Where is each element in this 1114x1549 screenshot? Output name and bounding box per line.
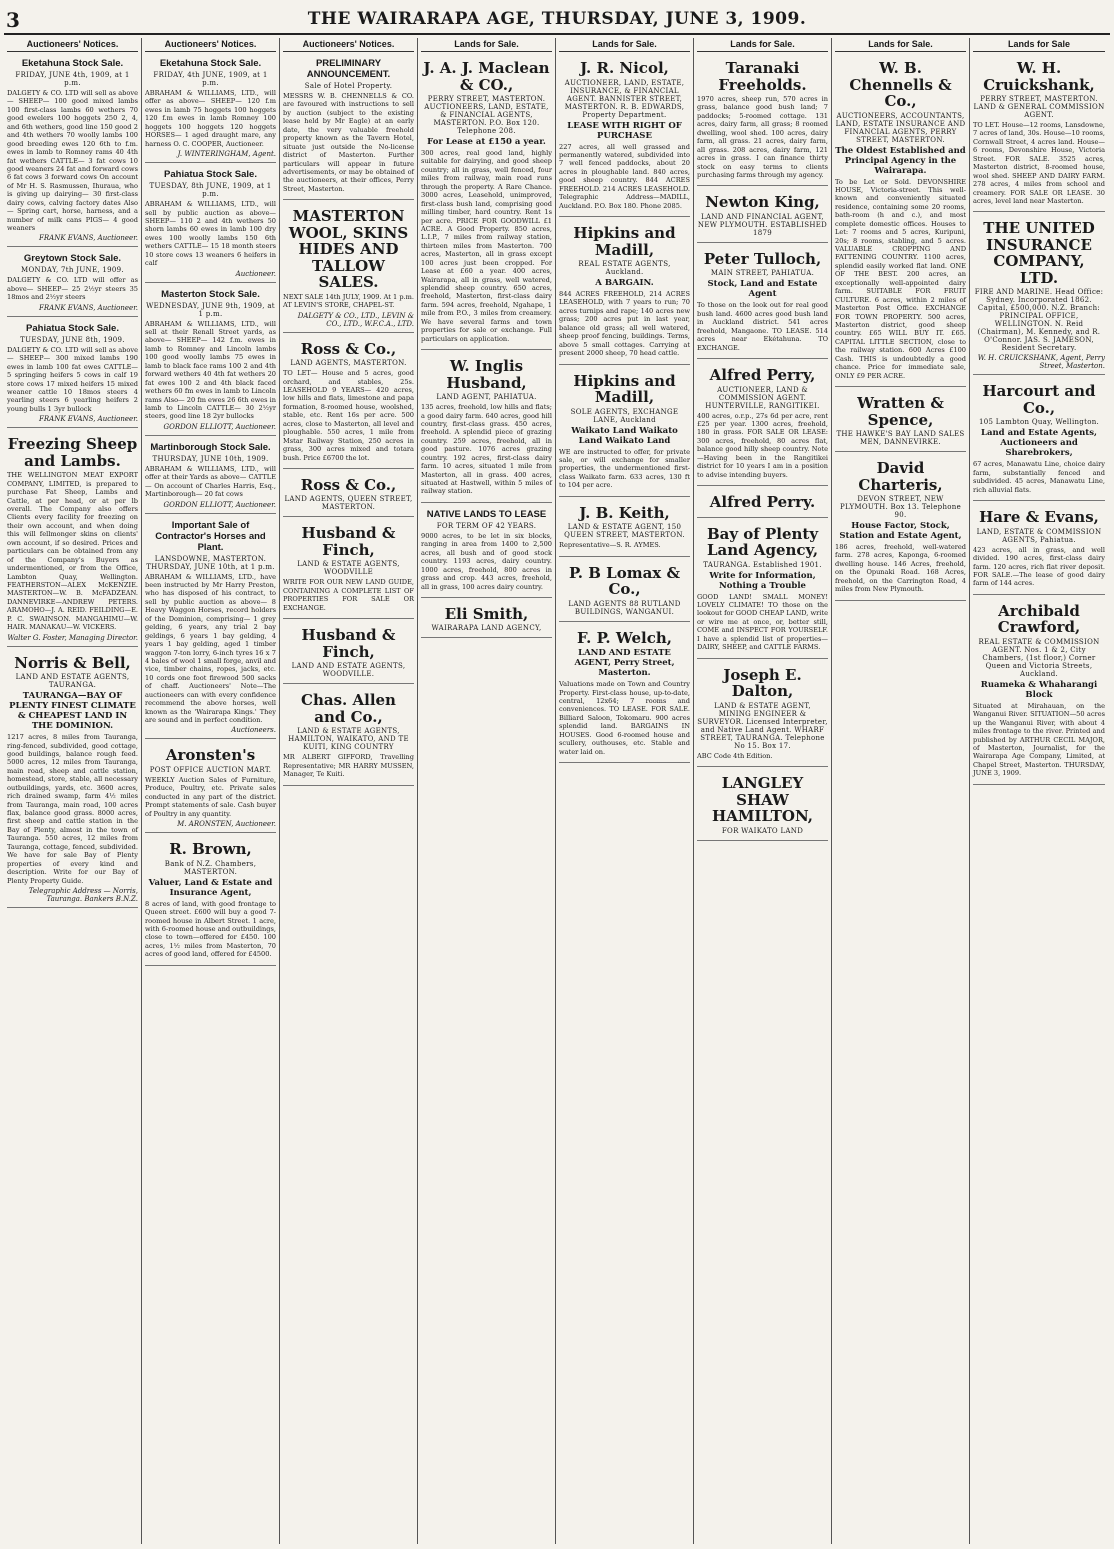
- ad-signature: M. ARONSTEN, Auctioneer.: [177, 820, 276, 829]
- ad-title: Ross & Co.,: [300, 339, 397, 358]
- ad-title: Hipkins and Madill,: [573, 224, 676, 259]
- ad-title: R. Brown,: [169, 840, 252, 859]
- ad-caption: MONDAY, 7th JUNE, 1909.: [21, 266, 124, 275]
- ad-subheading: Land and Estate Agents, Auctioneers and Sharebrokers,: [981, 428, 1097, 459]
- advertisement: [697, 55, 828, 186]
- ad-caption: MAIN STREET, PAHIATUA.: [710, 269, 815, 278]
- ad-title: Archibald Crawford,: [997, 601, 1081, 637]
- ad-subheading: Write for Information, Nothing a Trouble: [709, 570, 816, 591]
- ad-body: 8 acres of land, with good frontage to Queen street. £600 will buy a good 7-roomed house in Albert Street. 1 acre, with 6-roomed house and outbuildings, close to town—offered for £450. 100 acres, 1½ miles from Masterton, 70 acres of good land, offered for £4500.: [145, 899, 276, 959]
- ad-body: MESSRS W. B. CHENNELLS & CO. are favoured with instructions to sell by auction (subject to the existing lease held by Mr Eagle) at an early date, the very valuable freehold property known as the Tavern Hotel, situate just outside the No-license district of Masterton. Further particulars will appear in future advertisements, or may be obtained of the auctioneers, at their offices, Perry Street, Masterton.: [283, 92, 414, 193]
- ad-caption: AUCTIONEER, LAND & COMMISSION AGENT. HUNTERVILLE, RANGITIKEI.: [705, 385, 820, 410]
- ad-caption: FRIDAY, JUNE 4th, 1909, at 1 p.m.: [15, 71, 130, 87]
- ad-title: Alfred Perry,: [709, 366, 816, 384]
- advertisement: [697, 489, 828, 518]
- ad-title: W. Inglis Husband,: [446, 357, 527, 392]
- ad-signature: Auctioneers.: [231, 726, 276, 735]
- ad-subheading: For Lease at £150 a year.: [427, 137, 546, 147]
- advertisement: [973, 55, 1105, 212]
- column-heading: Lands for Sale.: [559, 38, 690, 52]
- advertisement: [7, 55, 138, 247]
- ad-title: Eli Smith,: [444, 604, 529, 623]
- ad-title: Chas. Allen and Co.,: [301, 691, 396, 726]
- ad-title: Norris & Bell,: [14, 653, 131, 672]
- advertisement: [697, 362, 828, 486]
- ad-body: THE WELLINGTON MEAT EXPORT COMPANY, LIMITED, is prepared to purchase Fat Sheep, Lambs and Cattle, at per head, or at per lb overall. The Company also offers Clients every facility for freezing on their own account, and when doing this will fellmonger skins on clients' own account, if so desired. Prices and particulars can be obtained from any of the Company's Buyers as undermentioned, or from the Office, Lambton Quay, Wellington. FEATHERSTON—ALEX McKENZIE. MASTERTON—W. B. McFADZEAN. DANNEVIRKE—ANDREW PETERS. ARAMOHO—J. A. REID. FEILDING—E. P. C. SWAINSON. MANGAHIMU—W. HAIR. MANAKAU—W. VICKERS.: [7, 471, 138, 632]
- advertisement: [145, 55, 276, 163]
- ad-caption: POST OFFICE AUCTION MART.: [149, 765, 272, 774]
- advertisement: [283, 472, 414, 518]
- advertisement: [559, 500, 690, 557]
- ad-body: WE are instructed to offer, for private sale, or will exchange for smaller properties, the undermentioned first-class Waikato farm. 633 acres, 130 ft to 104 per acre.: [559, 447, 690, 490]
- advertisement: [559, 560, 690, 622]
- ad-caption: LANSDOWNE, MASTERTON. THURSDAY, JUNE 10th, at 1 p.m.: [146, 554, 275, 571]
- ad-caption: Bank of N.Z. Chambers, MASTERTON.: [164, 859, 257, 876]
- ad-signature: GORDON ELLIOTT, Auctioneer.: [163, 422, 276, 431]
- ad-body: DALGETY & CO. LTD will sell as above— SHEEP— 100 good mixed lambs 100 first-class lambs 60 wethers 70 good ewelers 100 hoggets 250 2, 4, and 6th wethers, good line 150 good 2 and 4th wethers 70 woolly lambs 100 good breeding ewes 120 6th to f.m. ewes in lamb to Romney rams 40 4th fat wethers CATTLE— 3 fat cows 10 good weaners 24 fat and forward cows 6 fat cows 3 forward cows On account of Mr H. S. Rasmussen, Ihuraua, who is giving up dairying— 30 first-class dairy cows, calving factory dates Also— Spring cart, horse, harness, and a number of milk cans PIGS— 4 good weaners: [7, 89, 138, 232]
- ad-heading: Eketahuna Stock Sale.: [21, 58, 124, 69]
- ad-caption: AUCTIONEER, LAND, ESTATE, INSURANCE, & FINANCIAL AGENT. BANNISTER STREET, MASTERTON. R. B. EDWARDS, Property Department.: [564, 78, 685, 119]
- ad-caption: LAND AND ESTATE AGENTS, WOODVILLE.: [291, 662, 406, 679]
- column-1: [4, 38, 142, 1544]
- ad-title: Bay of Plenty Land Agency,: [706, 524, 819, 559]
- ad-heading: Eketahuna Stock Sale.: [159, 58, 262, 69]
- ad-caption: FRIDAY, 4th JUNE, 1909, at 1 p.m.: [153, 71, 268, 87]
- ad-subheading: The Oldest Established and Principal Agency in the Wairarapa.: [835, 145, 966, 176]
- column-8: [970, 38, 1108, 1544]
- ad-body: 135 acres, freehold, low hills and flats; a good dairy farm. 640 acres, good hill country, first-class grass. 450 acres, freehold. A splendid piece of grazing country. 259 acres, freehold, all in good pasture. 1076 acres grazing country. 192 acres, first-class dairy farm. 10 acres, situated 1 mile from Masterton, all in grass. 400 acres, situated at Hastwell, within 5 miles of railway station.: [421, 403, 552, 496]
- ad-body: GOOD LAND! SMALL MONEY! LOVELY CLIMATE! TO those on the lookout for GOOD CHEAP LAND, write or wire me at once, or, better still, COME and INSPECT FOR YOURSELF. I have a splendid list of properties—DAIRY, SHEEP, and CATTLE FARMS.: [697, 592, 828, 652]
- advertisement: [421, 55, 552, 350]
- ad-signature: FRANK EVANS, Auctioneer.: [39, 415, 138, 424]
- ad-caption: TUESDAY, 8th JUNE, 1909, at 1 p.m.: [149, 182, 272, 199]
- ad-body: ABRAHAM & WILLIAMS, LTD., will sell by public auction as above— SHEEP— 110 2 and 4th wethers 50 shorn lambs 60 ewes in lamb 100 dry ewes 100 woolly lambs 150 6th wethers CATTLE— 15 18 month steers 10 store cows 13 weaners 6 heifers in calf: [145, 200, 276, 268]
- ad-body: 67 acres, Manawatu Line, choice dairy farm, substantially fenced and subdivided. 45 acres, Manawatu Line, rich alluvial flats.: [973, 460, 1105, 494]
- ad-signature: DALGETY & CO., LTD., LEVIN & CO., LTD., W.F.C.A., LTD.: [297, 311, 414, 328]
- ad-body: Valuations made on Town and Country Property. First-class house, up-to-date, central, 12x64; 7 rooms and conveniences. TO LEASE. FOR SALE. Billiard Saloon, Tokomaru. 900 acres splendid land. BARGAINS IN HOUSES. Good 6-roomed house and scullery, outhouses, etc. Stable and water laid on.: [559, 680, 690, 756]
- ad-body: Situated at Mirahauan, on the Wanganui River. SITUATION—50 acres up the Wanganui River, with about 4 miles frontage to the river. Printed and published by ARTHUR CECIL MAJOR, of Masterton, Journalist, for the Wairarapa Age Company, Limited, at Chapel Street, Masterton. THURSDAY, JUNE 3, 1909.: [973, 701, 1105, 778]
- ad-body: 227 acres, all well grassed and permanently watered, subdivided into 7 well fenced paddocks, about 20 acres in ploughable land. 840 acres, good sheep country. 844 ACRES FREEHOLD. 214 ACRES LEASEHOLD. Telegraphic Address—MADILL, Auckland. P.O. Box 180. Phone 2085.: [559, 142, 690, 210]
- ad-body: To those on the look out for real good bush land. 4600 acres good bush land in Auckland district. 541 acres freehold, Mangaone. TO LEASE. 514 acres near Ekétahuna. TO EXCHANGE.: [697, 301, 828, 352]
- advertisement: [697, 189, 828, 243]
- advertisement: [283, 622, 414, 684]
- ad-body: WRITE FOR OUR NEW LAND GUIDE, CONTAINING A COMPLETE LIST OF PROPERTIES FOR SALE OR EXCHANGE.: [283, 578, 414, 612]
- ad-title: P. B Lomax & Co.,: [569, 563, 680, 599]
- advertisement: [973, 215, 1105, 375]
- advertisement: [421, 601, 552, 639]
- advertisement: [559, 625, 690, 763]
- ad-signature: FRANK EVANS, Auctioneer.: [39, 303, 138, 312]
- ad-heading: Greytown Stock Sale.: [23, 253, 122, 265]
- column-5: [556, 38, 694, 1544]
- advertisement: [697, 246, 828, 359]
- ad-subheading: Stock, Land and Estate Agent: [707, 279, 818, 300]
- ad-title: MASTERTON WOOL, SKINS HIDES AND TALLOW SALES.: [288, 207, 409, 292]
- ad-subheading: Waikato Land Waikato Land Waikato Land: [571, 425, 678, 446]
- ad-body: NEXT SALE 14th JULY, 1909. At 1 p.m. AT LEVIN'S STORE, CHAPEL-ST.: [283, 292, 414, 310]
- ad-title: Peter Tulloch,: [703, 249, 822, 268]
- columns-container: [4, 38, 1110, 1544]
- advertisement: [283, 55, 414, 200]
- ad-caption: 105 Lambton Quay, Wellington.: [978, 418, 1100, 427]
- advertisement: [283, 203, 414, 332]
- column-heading: Lands for Sale.: [835, 38, 966, 52]
- ad-caption: LAND & ESTATE AGENT, MINING ENGINEER & SURVEYOR. Licensed Interpreter, and Native Land Agent. WHARF STREET, TAURANGA. Telephone No 15. Box 17.: [697, 701, 828, 750]
- ad-body: TO LET. House—12 rooms, Lansdowne, 7 acres of land, 30s. House—10 rooms, Cornwall Street, 4 acres land. House—6 rooms, Devonshire House, Victoria Street. FOR SALE. 3525 acres, Masterton district, 8-roomed house, wool shed. SHEEP AND DAIRY FARM. 278 acres, 4 miles from school and creamery. FOR SALE OR LEASE. 30 acres, level land near Masterton.: [973, 121, 1105, 205]
- ad-body: 844 ACRES FREEHOLD, 214 ACRES LEASEHOLD, with 7 years to run; 70 acres turnips and rape; 140 acres new grass; 200 acres put in last year, balance old grass; all well watered, sheep proof fencing, buildings. Terms, above 5 small cottages. Carrying at present 2000 sheep, 70 head cattle.: [559, 290, 690, 358]
- ad-caption: PERRY STREET, MASTERTON. LAND & GENERAL COMMISSION AGENT.: [973, 95, 1105, 119]
- column-3: [280, 38, 418, 1544]
- ad-caption: LAND, ESTATE & COMMISSION AGENTS, Pahiatua.: [976, 527, 1102, 544]
- column-2: [142, 38, 280, 1544]
- column-7: [832, 38, 970, 1544]
- advertisement: [697, 662, 828, 767]
- masthead-rule: [4, 33, 1110, 35]
- ad-title: THE UNITED INSURANCE COMPANY, LTD.: [983, 219, 1095, 287]
- ad-body: TO LET— House and 5 acres, good orchard, and stables, 25s. LEASEHOLD 9 YEARS— 420 acres, low hills and flats, limestone and papa formation, 8-roomed house, woolshed, stable, etc. Rent 16s per acre. 500 acres, close to Masterton, all level and ploughable. 550 acres, 1 mile from Mstar Railway Station, 250 acres in grass, 300 acres mixed and totara bush. Price £6700 the lot.: [283, 369, 414, 462]
- ad-caption: REAL ESTATE AGENTS, Auckland.: [578, 260, 671, 276]
- ad-heading: Pahiatua Stock Sale.: [26, 322, 119, 334]
- ad-subheading: A BARGAIN.: [595, 278, 654, 288]
- column-heading: Auctioneers' Notices.: [145, 38, 276, 52]
- advertisement: [835, 390, 966, 452]
- advertisement: [697, 770, 828, 841]
- ad-caption: TUESDAY, JUNE 8th, 1909.: [20, 335, 125, 344]
- ad-heading: Pahiatua Stock Sale.: [164, 169, 257, 181]
- ad-body: 9000 acres, to be let in six blocks, ranging in area from 1400 to 2,500 acres, all bush and of good stock country. 1193 acres, dairy country. 1000 acres, freehold, 800 acres in grass and crop. 443 acres, freehold, all in grass, 100 acres dairy country.: [421, 531, 552, 591]
- column-6: [694, 38, 832, 1544]
- ad-signature: Walter G. Foster, Managing Director.: [7, 633, 138, 642]
- advertisement: [145, 517, 276, 740]
- ad-caption: FIRE AND MARINE. Head Office: Sydney. Incorporated 1862. Capital, £500,000. N.Z. Branch: PRINCIPAL OFFICE, WELLINGTON. N. Reid (Chairman), M. Kennedy, and R. O'Connor. JAS. S. JAMESON, Resident Secretary.: [974, 288, 1104, 353]
- ad-body: ABRAHAM & WILLIAMS, LTD., will sell at their Renall Street yards, as above— SHEEP— 142 f.m. ewes in lamb to Romney and Lincoln lambs 100 good woolly lambs 75 ewes in lamb to black face rams 100 2 and 4th forward wethers 40 4th fat wethers 20 fat ewes 100 2 and 4th black faced wethers 60 fm ewes in lamb to Lincoln rams Also— 20 fm ewes 26 6th ewes in lamb to Lincoln CATTLE— 30 2½yr steers, good line 18 2yr bullocks: [145, 319, 276, 421]
- ad-body: 400 acres, o.r.p., 27s 6d per acre, rent £25 per year. 1300 acres, freehold, 180 in grass. FOR SALE OR LEASE: 300 acres, freehold, 80 acres flat, balance good hilly sheep country. Note—Having been in the Rangitikei district for 10 years I am in a position to advise intending buyers.: [697, 411, 828, 479]
- ad-caption: THURSDAY, JUNE 10th, 1909.: [152, 454, 269, 463]
- ad-title: Alfred Perry.: [709, 493, 816, 511]
- ad-caption: LAND & ESTATE AGENTS, WOODVILLE: [297, 560, 400, 577]
- advertisement: [145, 439, 276, 514]
- advertisement: [145, 742, 276, 833]
- ad-caption: THE HAWKE'S BAY LAND SALES MEN, DANNEVIRKE.: [836, 430, 965, 446]
- advertisement: [145, 836, 276, 966]
- ad-body: MR ALBERT GIFFORD, Travelling Representative; MR HARRY MUSSEN, Manager, Te Kuiti.: [283, 753, 414, 779]
- ad-title: Harcourt and Co.,: [982, 382, 1096, 417]
- advertisement: [421, 506, 552, 598]
- ad-title: F. P. Welch,: [577, 628, 672, 647]
- ad-heading: Martinborough Stock Sale.: [150, 441, 271, 453]
- ad-caption: FOR WAIKATO LAND: [721, 826, 804, 835]
- ad-heading: Masterton Stock Sale.: [161, 288, 260, 300]
- advertisement: [973, 504, 1105, 595]
- column-heading: Lands for Sale.: [421, 38, 552, 52]
- ad-title: Freezing Sheep and Lambs.: [7, 435, 138, 470]
- newspaper-title: THE WAIRARAPA AGE, THURSDAY, JUNE 3, 1909.: [307, 9, 807, 29]
- advertisement: [559, 220, 690, 365]
- ad-title: Hare & Evans,: [979, 508, 1099, 527]
- ad-heading: PRELIMINARY ANNOUNCEMENT.: [306, 58, 391, 80]
- ad-caption: DEVON STREET, NEW PLYMOUTH. Box 13. Telephone 90.: [839, 495, 962, 519]
- advertisement: [559, 55, 690, 217]
- advertisement: [835, 55, 966, 387]
- ad-subheading: LEASE WITH RIGHT OF PURCHASE: [567, 120, 682, 141]
- ad-subheading: Valuer, Land & Estate and Insurance Agent,: [148, 877, 273, 898]
- ad-heading: Important Sale of Contractor's Horses and Plant.: [155, 519, 266, 553]
- ad-signature: Auctioneer.: [235, 269, 276, 278]
- ad-title: Newton King,: [705, 193, 820, 212]
- advertisement: [283, 687, 414, 785]
- ad-caption: LAND & ESTATE AGENT, 150 QUEEN STREET, MASTERTON.: [564, 523, 685, 540]
- ad-caption: PERRY STREET, MASTERTON. AUCTIONEERS, LAND, ESTATE, & FINANCIAL AGENTS, MASTERTON. P.O. Box 120. Telephone 208.: [424, 95, 549, 135]
- ad-signature: W. H. CRUICKSHANK, Agent, Perry Street, Masterton.: [977, 354, 1105, 371]
- advertisement: [7, 250, 138, 316]
- ad-body: To be Let or Sold. DEVONSHIRE HOUSE, Victoria-street. This well-known and conveniently situated residence, containing some 20 rooms, bath-room (h and c.), and most complete domestic offices. Houses to Let: 7 rooms and 5 acres, Kuripuni, 20s; 8 rooms, stabling, and 5 acres. VALUABLE CROPPING AND FATTENING COUNTRY. 1100 acres, splendid easily worked flat land. ONE OF THE BEST. 200 acres, an exceptionally well-appointed dairy farm. SUITABLE FOR FRUIT CULTURE. 6 acres, within 2 miles of Masterton Post Office. EXCHANGE FOR TOWN PROPERTY. 500 acres, Masterton district, good sheep country. £65 WILL BUY IT. £65. CAPITAL LITTLE SECTION, close to the railway station. 600 Acres £100 Cash. THIS is undoubtedly a good chance. Price for immediate sale, ONLY £9 PER ACRE.: [835, 177, 966, 380]
- ad-caption: FOR TERM OF 42 YEARS.: [436, 521, 537, 530]
- ad-title: Ross & Co.,: [300, 475, 397, 494]
- column-4: [418, 38, 556, 1544]
- column-heading: Auctioneers' Notices.: [283, 38, 414, 52]
- advertisement: [559, 368, 690, 497]
- ad-subheading: Ruameka & Whaharangi Block: [980, 679, 1098, 700]
- advertisement: [973, 598, 1105, 785]
- advertisement: [283, 520, 414, 619]
- advertisement: [973, 378, 1105, 501]
- ad-body: DALGETY & CO. LTD will sell as above— SHEEP— 300 mixed lambs 190 ewes in lamb 100 fat ewes CATTLE— 5 springing heifers 5 cows in calf 19 store cows 17 mixed heifers 15 mixed weaner cattle 10 18mos steers 4 yearling steers 6 yearling heifers 2 young bulls 1 3yr bullock: [7, 345, 138, 413]
- ad-body: ABRAHAM & WILLIAMS, LTD., will offer at their Yards as above— CATTLE— On account of Charles Harris, Esq., Martinborough— 20 fat cows: [145, 464, 276, 499]
- ad-caption: Sale of Hotel Property.: [304, 82, 393, 90]
- ad-body: WEEKLY Auction Sales of Furniture, Produce, Poultry, etc. Private sales conducted in any part of the district. Prompt statements of sale. Cash buyer of Poultry in any quantity.: [145, 775, 276, 818]
- ad-caption: LAND AGENTS, MASTERTON.: [290, 359, 407, 368]
- ad-caption: SOLE AGENTS, EXCHANGE LANE, Auckland: [570, 407, 679, 424]
- advertisement: [7, 320, 138, 429]
- ad-body: ABC Code 4th Edition.: [697, 751, 773, 760]
- ad-body: DALGETY & CO. LTD will offer as above— SHEEP— 25 2½yr steers 35 18mos and 2½yr steers: [7, 276, 138, 302]
- advertisement: [835, 455, 966, 601]
- advertisement: [421, 353, 552, 503]
- ad-title: David Charteris,: [858, 459, 943, 494]
- ad-title: W. B. Chennells & Co.,: [849, 59, 952, 110]
- ad-subheading: TAURANGA—BAY OF PLENTY FINEST CLIMATE & CHEAPEST LAND IN THE DOMINION.: [9, 691, 136, 732]
- ad-title: Wratten & Spence,: [857, 394, 944, 429]
- ad-subheading: House Factor, Stock, Station and Estate Agent,: [839, 521, 962, 541]
- ad-caption: WEDNESDAY, JUNE 9th, 1909, at 1 p.m.: [146, 301, 275, 318]
- ad-subheading: LAND AND ESTATE AGENT, Perry Street, Masterton.: [574, 648, 675, 679]
- advertisement: [7, 431, 138, 646]
- ad-title: Joseph E. Dalton,: [723, 665, 802, 701]
- ad-caption: WAIRARAPA LAND AGENCY,: [431, 624, 542, 633]
- ad-caption: AUCTIONEERS, ACCOUNTANTS, LAND, ESTATE INSURANCE AND FINANCIAL AGENTS, PERRY STREET, MASTERTON.: [835, 111, 966, 144]
- ad-title: Husband & Finch,: [301, 524, 396, 559]
- advertisement: [7, 650, 138, 908]
- ad-title: Taranaki Freeholds.: [718, 59, 807, 94]
- ad-caption: REAL ESTATE & COMMISSION AGENT. Nos. 1 & 2, City Chambers, (1st floor,) Corner Queen and Victoria Streets, Auckland.: [978, 637, 1100, 678]
- ad-caption: LAND AGENT, PAHIATUA.: [436, 393, 537, 402]
- ad-title: J. B. Keith,: [579, 503, 670, 522]
- ad-caption: LAND AGENTS, QUEEN STREET, MASTERTON.: [284, 495, 413, 512]
- ad-title: Husband & Finch,: [301, 626, 396, 661]
- ad-body: ABRAHAM & WILLIAMS, LTD., will offer as above— SHEEP— 120 f.m ewes in lamb 75 hoggets 100 hoggets 120 f.m ewes in lamb Romney 100 hoggets 100 hoggets 120 hoggets HORSES— 1 aged draught mare, any harness O. C. COOPER, Auctioneer.: [145, 89, 276, 148]
- ad-caption: TAURANGA. Established 1901.: [703, 560, 822, 569]
- ad-body: 300 acres, real good land, highly suitable for dairying, and good sheep country; all in grass, well fenced, four miles from railway, main road runs through the property. A Rare Chance. 3000 acres, Leasehold, unimproved, first-class bush land, comprising good milling timber, hard country. Rent 1s per acre. PRICE FOR GOODWILL £1 ACRE. A Good Property. 850 acres, L.I.P., 7 miles from railway station, thirteen miles from Masterton. 700 acres, Masterton, all in grass except 100 acres just been cropped. For Lease at £60 a year. 400 acres, Wairarapa, all in grass, well watered, splendid sheep country. 650 acres, freehold, Masterton, first-class dairy farm. 594 acres, freehold, Ngahape, 1 mile from P.O., 3 miles from creamery. We have several farms and town properties for sale or exchange. Full particulars on application.: [421, 149, 552, 343]
- masthead: [0, 0, 1114, 34]
- ad-caption: LAND AND FINANCIAL AGENT, NEW PLYMOUTH. ESTABLISHED 1879: [697, 212, 828, 237]
- ad-caption: LAND & ESTATE AGENTS, HAMILTON, WAIKATO, AND TE KUITI, KING COUNTRY: [288, 727, 409, 752]
- ad-body: 186 acres, freehold, well-watered farm. 278 acres, Kaponga, 6-roomed dwelling house. 146 Acres, freehold, on the Opunaki Road. 168 Acres, freehold, on the Carrington Road, 4 miles from New Plymouth.: [835, 543, 966, 594]
- ad-body: ABRAHAM & WILLIAMS, LTD., have been instructed by Mr Harry Preston, who has disposed of his contract, to sell by public auction as above— 8 Heavy Waggon Horses, record holders of the Dominion, comprising— 1 grey gelding, 6 years, any trial 2 bay geldings, 6 years 1 bay gelding, 4 years 1 bay gelding, aged 1 timber waggon 7-ton lorry, 6-inch tyres 16 x 7 4 bales of wool 1 small forge, anvil and vice, timber chains, ropes, jacks, etc. 10 cords one foot firewood 500 sacks of chaff. Auctioneers' Note—The auctioneers can with every confidence recommend the above horses, well known as the 'Wairarapa Kings.' They are sound and in perfect condition.: [145, 572, 276, 724]
- page-number: 3: [6, 8, 20, 32]
- advertisement: [145, 286, 276, 436]
- ad-body: 1970 acres, sheep run, 570 acres in grass, balance good bush land; 7 paddocks; 5-roomed cottage. 131 acres, dairy farm, all grass; 8 roomed dwelling, wool shed. 100 acres, dairy farm, all grass. 21 acres, dairy farm, all grass. 208 acres, dairy farm, 121 acres in grass. I can finance thirty stock on easy terms to clients purchasing farms through my agency.: [697, 95, 828, 179]
- advertisement: [697, 521, 828, 659]
- ad-caption: LAND AGENTS 88 RUTLAND BUILDINGS, WANGANUI.: [568, 599, 681, 616]
- ad-title: Hipkins and Madill,: [573, 371, 676, 406]
- ad-body: 423 acres, all in grass, and well divided. 190 acres, first-class dairy farm. 120 acres, rich flat river deposit. FOR SALE.—The lease of good dairy farm of 144 acres.: [973, 545, 1105, 588]
- advertisement: [283, 336, 414, 469]
- ad-signature: GORDON ELLIOTT, Auctioneer.: [163, 500, 276, 509]
- ad-title: J. A. J. Maclean & CO.,: [423, 59, 550, 94]
- column-heading: Lands for Sale: [973, 38, 1105, 52]
- ad-caption: LAND AND ESTATE AGENTS, TAURANGA.: [15, 673, 130, 690]
- ad-title: LANGLEY SHAW HAMILTON,: [712, 774, 813, 825]
- ad-body: Representative—S. R. AYMES.: [559, 541, 661, 550]
- ad-title: Aronsten's: [165, 746, 256, 765]
- ad-heading: NATIVE LANDS TO LEASE: [426, 508, 547, 520]
- ad-body: 1217 acres, 8 miles from Tauranga, ring-fenced, subdivided, good cottage, good buildings, balance rough feed. 5000 acres, 12 miles from Tauranga, main road, sheep and cattle station, homestead, store, stable, all necessary outbuildings, yards, etc. 3600 acres, rich drained swamp, farm 4½ miles from Tauranga, main road, 100 acres flax, balance good grass. 8000 acres, first sheep and cattle station in the Bay of Plenty, almost in the town of Tauranga. 550 acres, 12 miles from Tauranga, cottage, fenced, subdivided. We have for sale Bay of Plenty properties of every kind and description. Write for our Bay of Plenty Property Guide.: [7, 733, 138, 885]
- ad-signature: FRANK EVANS, Auctioneer.: [39, 234, 138, 243]
- column-heading: Auctioneers' Notices.: [7, 38, 138, 52]
- ad-signature: Telegraphic Address — Norris, Tauranga. Bankers B.N.Z.: [28, 886, 138, 903]
- column-heading: Lands for Sale.: [697, 38, 828, 52]
- ad-signature: J. WINTERINGHAM, Agent.: [177, 150, 276, 159]
- advertisement: [145, 166, 276, 283]
- ad-title: W. H. Cruickshank,: [983, 59, 1095, 94]
- ad-title: J. R. Nicol,: [580, 59, 669, 77]
